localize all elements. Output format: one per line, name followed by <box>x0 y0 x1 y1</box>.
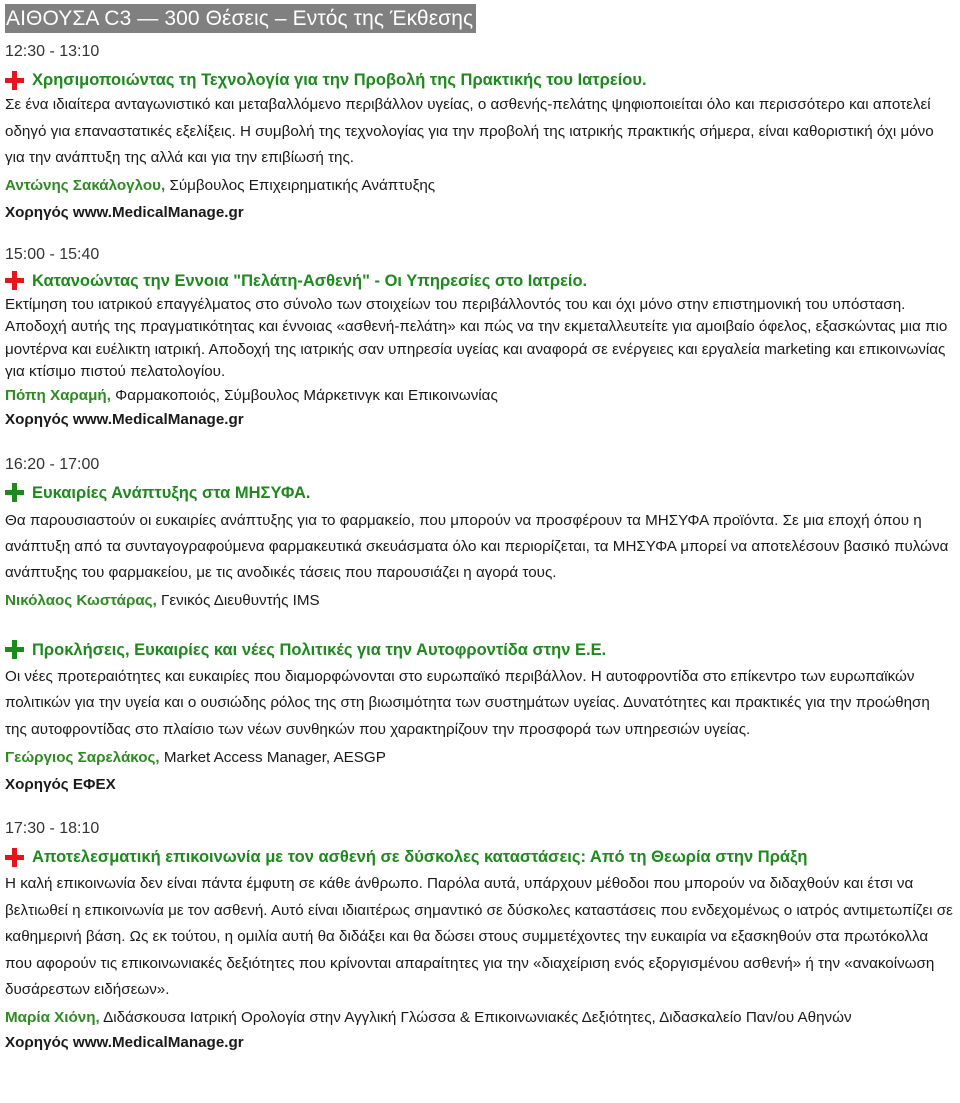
session-title <box>5 481 955 505</box>
red-cross-icon <box>5 848 24 867</box>
session-title-text: Αποτελεσματική επικοινωνία με τον ασθενή σε δύσκολες καταστάσεις: Από τη Θεωρία στην Πράξη <box>32 848 808 866</box>
green-cross-icon <box>5 483 24 502</box>
session-title <box>5 638 955 662</box>
session-2 <box>5 244 955 432</box>
speaker-role: Σύμβουλος Επιχειρηματικής Ανάπτυξης <box>165 176 436 194</box>
speaker-role: Φαρμακοποιός, Σύμβουλος Μάρκετινγκ και Επικοινωνίας <box>110 386 498 404</box>
red-cross-icon <box>5 71 24 90</box>
red-cross-icon <box>5 271 24 290</box>
session-description: Οι νέες προτεραιότητες και ευκαιρίες που διαμορφώνονται στο ευρωπαϊκό περιβάλλον. Η αυτοφροντίδα στο επίκεντρο των ευρωπαϊκών πολιτικών για την υγεία και ο ουσιώδης ρόλος της στη βιωσιμότητα των συστημάτων υγείας. Δυνατότητες και πρακτικές για την προώθηση της αυτοφροντίδας στο πλαίσιο των νέων συνθηκών που χαρακτηρίζουν την προσφορά των υπηρεσιών υγείας. <box>5 667 930 738</box>
speaker <box>5 746 955 770</box>
session-4 <box>5 638 955 798</box>
session-title-text: Ευκαιρίες Ανάπτυξης στα ΜΗΣΥΦΑ. <box>32 483 311 502</box>
session-time: 17:30 - 18:10 <box>5 820 100 837</box>
session-title <box>5 269 955 293</box>
sponsor: Χορηγός www.MedicalManage.gr <box>5 1033 244 1051</box>
session-description: Σε ένα ιδιαίτερα ανταγωνιστικό και μεταβαλλόμενο περιβάλλον υγείας, ο ασθενής-πελάτης ψηφιοποιείται όλο και περισσότερο και αποτελεί οδηγό για επαναστατικές εξελίξεις. Η συμβολή της τεχνολογίας για την προβολή της ιατρικής πρακτικής σήμερα, είναι καθοριστική όχι μόνο για την ανάπτυξη της αλλά και για την επιβίωσή της. <box>5 96 934 166</box>
session-title <box>5 845 955 869</box>
session-description: Η καλή επικοινωνία δεν είναι πάντα έμφυτη σε κάθε άνθρωπο. Παρόλα αυτά, υπάρχουν μέθοδοι που μπορούν να διδαχθούν και έτσι να βελτιωθεί η επικοινωνία με τον ασθενή. Αυτό είναι ιδιαιτέρως σημαντικό σε δύσκολες καταστάσεις που ενδεχομένως ο ιατρός αντιμετωπίζει σε καθημερινή βάση. Ως εκ τούτου, η ομιλία αυτή θα διδάξει και θα δώσει στους συμμετέχοντες την ευκαιρία να εξασκηθούν στα πρωτόκολλα που αφορούν τις επικοινωνιακές δεξιότητες που κρίνονται απαραίτητες για την «διαχείριση ενός εξοργισμένου ασθενή» ή την «ανακοίνωση δυσάρεστων ειδήσεων». <box>5 875 953 998</box>
session-5 <box>5 818 955 1055</box>
session-description: Θα παρουσιαστούν οι ευκαιρίες ανάπτυξης για το φαρμακείο, που μπορούν να προσφέρουν τα ΜΗΣΥΦΑ προϊόντα. Σε μια εποχή όπου η ανάπτυξη από τα συνταγογραφούμενα φαρμακευτικά σκευάσματα όλο και περιορίζεται, τα ΜΗΣΥΦΑ μπορεί να αποτελέσουν βασικό πυλώνα ανάπτυξης του φαρμακείου, με τις ανοδικές τάσεις που παρουσιάζει η αγορά τους. <box>5 511 949 581</box>
session-title-text: Κατανοώντας την Εννοια "Πελάτη-Ασθενή" - Οι Υπηρεσίες στο Ιατρείο. <box>32 271 588 290</box>
speaker <box>5 384 955 408</box>
speaker <box>5 174 955 198</box>
speaker-role: Γενικός Διευθυντής IMS <box>156 591 320 609</box>
program-page <box>5 0 955 1055</box>
speaker-name: Αντώνης Σακάλογλου, <box>5 176 166 194</box>
speaker <box>5 589 955 613</box>
session-description: Εκτίμηση του ιατρικού επαγγέλματος στο σύνολο των στοιχείων του περιβάλλοντός του και όχι μόνο στην επιστημονική του υπόσταση. Αποδοχή αυτής της πραγματικότητας και έννοιας «ασθενή-πελάτη» και πώς να την εκμεταλλευτείτε για αμοιβαίο όφελος, εξασκώντας μια πιο μοντέρνα και ευέλικτη ιατρική. Αποδοχή της ιατρικής σαν υπηρεσία υγείας και αναφορά σε ενέργειες και εργαλεία marketing και επικοινωνίας για κτίσιμο πιστού πελατολογίου. <box>5 295 948 380</box>
session-1 <box>5 41 955 225</box>
speaker-role: Διδάσκουσα Ιατρική Ορολογία στην Αγγλική Γλώσσα & Επικοινωνιακές Δεξιότητες, Διδασκαλείο Παν/ου Αθηνών <box>99 1008 852 1026</box>
session-time: 16:20 - 17:00 <box>5 455 100 473</box>
session-title-text: Προκλήσεις, Ευκαιρίες και νέες Πολιτικές για την Αυτοφροντίδα στην Ε.Ε. <box>32 640 607 659</box>
session-title-text: Χρησιμοποιώντας τη Τεχνολογία για την Προβολή της Πρακτικής του Ιατρείου. <box>32 71 647 89</box>
speaker-name: Γεώργιος Σαρελάκος, <box>5 749 160 766</box>
hall-title: ΑΙΘΟΥΣΑ C3 — 300 Θέσεις – Εντός της Έκθεσης <box>5 4 476 33</box>
speaker <box>5 1006 955 1030</box>
sponsor: Χορηγός www.MedicalManage.gr <box>5 410 244 428</box>
speaker-role: Market Access Manager, AESGP <box>159 749 386 766</box>
speaker-name: Νικόλαος Κωστάρας, <box>5 591 157 609</box>
green-cross-icon <box>5 640 24 659</box>
session-time: 15:00 - 15:40 <box>5 245 100 263</box>
sponsor: Χορηγός www.MedicalManage.gr <box>5 203 244 221</box>
speaker-name: Πόπη Χαραμή, <box>5 386 111 404</box>
sponsor: Χορηγός ΕΦΕΧ <box>5 776 116 793</box>
session-3 <box>5 454 955 613</box>
session-time: 12:30 - 13:10 <box>5 43 100 60</box>
session-title <box>5 68 955 92</box>
speaker-name: Μαρία Χιόνη, <box>5 1008 100 1026</box>
